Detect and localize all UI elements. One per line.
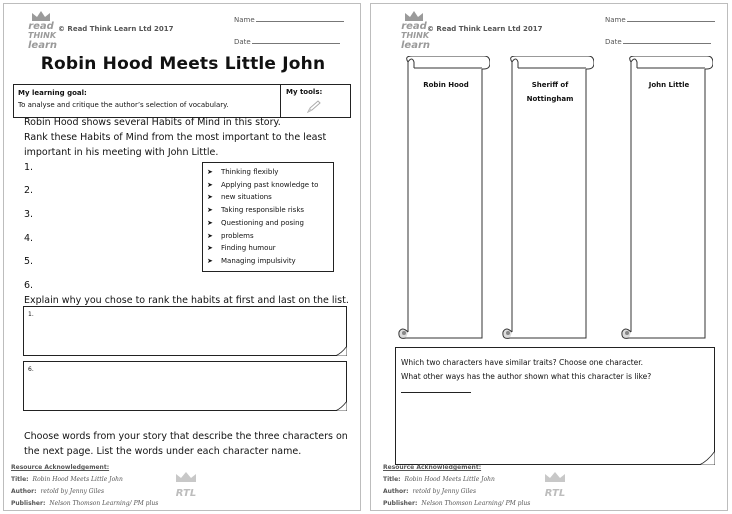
learning-goal-box — [13, 84, 351, 118]
worksheet-page-2 — [370, 3, 728, 511]
habit-continuation: new situations — [221, 193, 272, 202]
answer-line[interactable] — [401, 392, 471, 393]
page-curl-icon — [699, 451, 715, 465]
read-think-learn-logo — [28, 10, 58, 52]
ack-title-label: Title: — [383, 476, 401, 483]
name-label: Name — [605, 16, 626, 24]
rtl-logo — [541, 470, 569, 502]
answer-box-last-label: 6. — [28, 366, 34, 373]
choose-words-line-1: Choose words from your story that describe the three characters on — [24, 431, 348, 442]
copyright-notice: © Read Think Learn Ltd 2017 — [427, 25, 543, 33]
ack-title-value: Robin Hood Meets Little John — [32, 476, 123, 483]
name-line[interactable] — [627, 15, 715, 22]
rtl-logo — [172, 470, 200, 502]
ack-publisher-value: Nelson Thomson Learning/ PM plus — [49, 500, 159, 507]
habit-item: ➤ Finding humour — [207, 242, 329, 255]
character-name-robin-hood: Robin Hood — [423, 81, 469, 89]
name-field[interactable] — [605, 15, 715, 24]
rank-number-3: 3. — [24, 209, 34, 220]
rank-number-5: 5. — [24, 256, 34, 267]
logo-word-read: read — [28, 21, 54, 32]
ack-title-row — [11, 476, 123, 483]
ack-author-row — [383, 488, 476, 495]
ack-author-row — [11, 488, 104, 495]
ack-author-value: retold by Jenny Giles — [40, 488, 105, 495]
name-field[interactable] — [234, 15, 344, 24]
habit-item: ➤ Thinking flexibly — [207, 166, 329, 179]
habit-item: ➤ Applying past knowledge to — [207, 179, 329, 192]
habit-continuation: problems — [221, 231, 254, 240]
answer-box-first-label: 1. — [28, 311, 34, 318]
character-scroll-john-little[interactable] — [621, 56, 713, 342]
learning-goal-text: To analyse and critique the author’s selection of vocabulary. — [18, 101, 229, 109]
name-label: Name — [234, 16, 255, 24]
habit-item-continued — [207, 191, 329, 204]
intro-line-3: important in his meeting with John Little. — [24, 147, 219, 158]
my-tools-label: My tools: — [286, 88, 323, 96]
habit-item: ➤ Questioning and posing — [207, 217, 329, 230]
ack-publisher-label: Publisher: — [11, 500, 46, 507]
svg-text:RTL: RTL — [175, 488, 197, 499]
read-think-learn-logo — [401, 10, 431, 52]
ack-title-row — [383, 476, 495, 483]
character-scroll-sheriff[interactable] — [502, 56, 594, 342]
copyright-notice: © Read Think Learn Ltd 2017 — [58, 25, 174, 33]
tools-divider — [280, 85, 281, 118]
svg-text:RTL: RTL — [544, 488, 566, 499]
character-name-john-little: John Little — [648, 81, 690, 89]
character-name-sheriff: Sheriff of Nottingham — [526, 81, 574, 103]
page-curl-icon — [335, 346, 347, 356]
character-scroll-robin-hood[interactable] — [398, 56, 490, 342]
rank-number-1: 1. — [24, 162, 34, 173]
traits-question-box[interactable] — [395, 347, 715, 465]
ack-author-label: Author: — [383, 488, 409, 495]
ack-author-label: Author: — [11, 488, 37, 495]
date-field[interactable] — [234, 37, 340, 46]
worksheet-page-1 — [3, 3, 361, 511]
pencil-icon — [306, 100, 322, 114]
date-field[interactable] — [605, 37, 711, 46]
acknowledgement-heading: Resource Acknowledgement: — [11, 464, 110, 471]
ack-publisher-label: Publisher: — [383, 500, 418, 507]
ack-publisher-row — [11, 500, 158, 507]
date-label: Date — [605, 38, 622, 46]
explain-prompt: Explain why you chose to rank the habits at first and last on the list. — [24, 295, 349, 306]
choose-words-line-2: the next page. List the words under each character name. — [24, 446, 302, 457]
ack-title-value: Robin Hood Meets Little John — [404, 476, 495, 483]
habit-item-continued — [207, 230, 329, 243]
habit-item: ➤ Managing impulsivity — [207, 255, 329, 268]
answer-box-last[interactable] — [23, 361, 347, 411]
logo-word-think: THINK — [28, 31, 57, 40]
intro-line-2: Rank these Habits of Mind from the most important to the least — [24, 132, 327, 143]
rank-number-4: 4. — [24, 233, 34, 244]
scroll-frame-icon — [621, 56, 713, 342]
logo-word-learn: learn — [28, 40, 58, 51]
date-line[interactable] — [252, 37, 340, 44]
habits-of-mind-list — [202, 162, 334, 272]
worksheet-title: Robin Hood Meets Little John — [40, 54, 326, 74]
ack-author-value: retold by Jenny Giles — [412, 488, 477, 495]
date-line[interactable] — [623, 37, 711, 44]
scroll-frame-icon — [398, 56, 490, 342]
rank-number-2: 2. — [24, 185, 34, 196]
acknowledgement-heading: Resource Acknowledgement: — [383, 464, 482, 471]
learning-goal-label: My learning goal: — [18, 89, 87, 97]
logo-word-read: read — [401, 21, 427, 32]
date-label: Date — [234, 38, 251, 46]
answer-box-first[interactable] — [23, 306, 347, 356]
habit-item: ➤ Taking responsible risks — [207, 204, 329, 217]
logo-word-learn: learn — [401, 40, 431, 51]
ack-title-label: Title: — [11, 476, 29, 483]
page-curl-icon — [335, 401, 347, 411]
logo-word-think: THINK — [401, 31, 430, 40]
question-author-shown: What other ways has the author shown what this character is like? — [401, 372, 652, 381]
question-similar-traits: Which two characters have similar traits? Choose one character. — [401, 358, 644, 367]
ack-publisher-row — [383, 500, 530, 507]
name-line[interactable] — [256, 15, 344, 22]
ack-publisher-value: Nelson Thomson Learning/ PM plus — [421, 500, 531, 507]
intro-line-1: Robin Hood shows several Habits of Mind in this story. — [24, 117, 281, 128]
rank-number-6: 6. — [24, 280, 34, 291]
